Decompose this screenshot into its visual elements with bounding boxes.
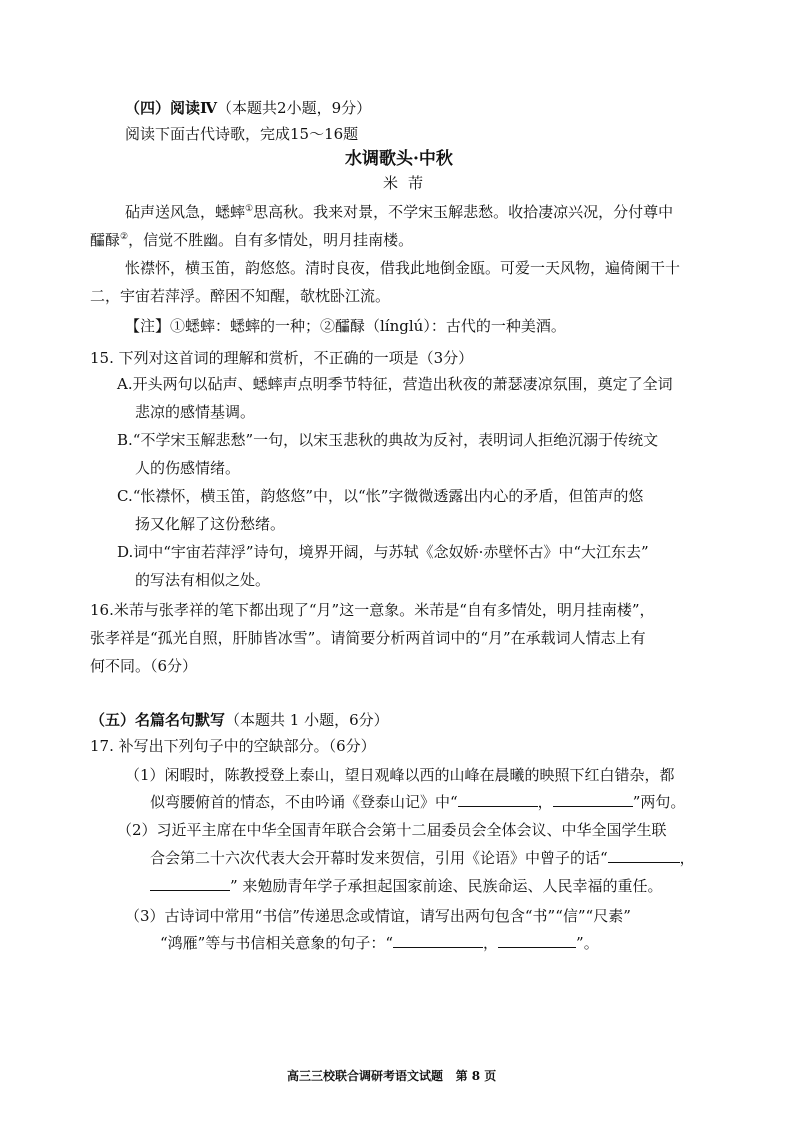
section5-header xyxy=(90,710,389,730)
q15-option-b: B.“不学宋玉解悲愁”一句，以宋玉悲秋的典故为反衬，表明词人拒绝沉溺于传统文 xyxy=(117,431,659,449)
poem-stanza2-line1: 怅襟怀，横玉笛，韵悠悠。清时良夜，借我此地倒金瓯。可爱一天风物，遍倚阑干十 xyxy=(125,259,681,277)
q17-text: ， xyxy=(537,793,553,811)
section4-heading: （四）阅读Ⅳ xyxy=(125,99,218,117)
q17-text: ” 来勉励青年学子承担起国家前途、民族命运、人民幸福的重任。 xyxy=(230,877,663,895)
note-marker-2: ② xyxy=(120,232,129,242)
poem-stanza2-line2: 二，宇宙若萍浮。醉困不知醒，欹枕卧江流。 xyxy=(90,287,391,305)
q15-option-c-cont: 扬又化解了这份愁绪。 xyxy=(135,515,286,533)
q16-line2: 张孝祥是“孤光自照，肝肺皆冰雪”。请简要分析两首词中的“月”在承载词人情志上有 xyxy=(90,629,646,647)
q17-text: ， xyxy=(483,934,499,952)
poem-note: 【注】①蟋蟀：蟋蟀的一种；②醽醁（línglú）：古代的一种美酒。 xyxy=(125,317,566,335)
q15-option-d-cont: 的写法有相似之处。 xyxy=(135,571,271,589)
q17-item3-line1: （3）古诗词中常用“书信”传递思念或情谊，请写出两句包含“书”“信”“尺素” xyxy=(125,907,631,925)
answer-blank[interactable] xyxy=(553,792,633,807)
q17-stem: 17. 补写出下列句子中的空缺部分。（6分） xyxy=(90,737,376,755)
poem-text: ，信觉不胜幽。自有多情处，明月挂南楼。 xyxy=(128,231,414,249)
section5-meta: （本题共 1 小题，6分） xyxy=(225,711,389,729)
q16-line1: 16.米芾与张孝祥的笔下都出现了“月”这一意象。米芾是“自有多情处，明月挂南楼”， xyxy=(90,601,655,619)
q17-text: ， xyxy=(679,849,695,867)
poem-title: 水调歌头·中秋 xyxy=(345,149,453,169)
q16-line3: 何不同。（6分） xyxy=(90,657,198,675)
q17-item1-line1: （1）闲暇时，陈教授登上泰山，望日观峰以西的山峰在晨曦的映照下红白错杂，都 xyxy=(125,766,675,784)
q15-stem: 15. 下列对这首词的理解和赏析，不正确的一项是（3分） xyxy=(90,349,474,367)
section5-heading: （五）名篇名句默写 xyxy=(90,711,226,729)
q17-text: ”两句。 xyxy=(632,793,686,811)
poem-text: 思高秋。我来对景，不学宋玉解悲愁。收拾凄凉兴况，分付尊中 xyxy=(253,203,674,221)
answer-blank[interactable] xyxy=(458,792,538,807)
q17-text: 似弯腰俯首的情态，不由吟诵《登泰山记》中“ xyxy=(150,793,458,811)
answer-blank[interactable] xyxy=(150,876,230,891)
q17-text: “鸿雁”等与书信相关意象的句子：“ xyxy=(160,934,394,952)
q17-item2-line2 xyxy=(150,848,695,868)
q17-item2-line3 xyxy=(150,876,662,896)
poem-stanza1-line2 xyxy=(90,230,413,250)
section4-header xyxy=(125,98,371,118)
footer-exam-title: 高三三校联合调研考语文试题 xyxy=(287,1069,444,1083)
q17-item2-line1: （2）习近平主席在中华全国青年联合会第十二届委员会全体会议、中华全国学生联 xyxy=(117,821,667,839)
poem-stanza1-line1 xyxy=(125,202,673,222)
q17-text: 合会第二十六次代表大会开幕时发来贺信，引用《论语》中曾子的话“ xyxy=(150,849,608,867)
section4-instruction: 阅读下面古代诗歌，完成15～16题 xyxy=(125,125,359,143)
q15-option-d: D.词中“宇宙若萍浮”诗句，境界开阔，与苏轼《念奴娇·赤壁怀古》中“大江东去” xyxy=(117,543,649,561)
section4-meta: （本题共2小题，9分） xyxy=(217,99,372,117)
answer-blank[interactable] xyxy=(608,848,680,863)
page-footer xyxy=(287,1066,496,1086)
q15-option-a: A.开头两句以砧声、蟋蟀声点明季节特征，营造出秋夜的萧瑟凄凉氛围，奠定了全词 xyxy=(117,375,673,393)
poem-text: 醽醁 xyxy=(90,231,121,249)
q17-item1-line2 xyxy=(150,792,685,812)
q15-option-b-cont: 人的伤感情绪。 xyxy=(135,459,241,477)
poem-author: 米芾 xyxy=(383,174,434,192)
note-marker-1: ① xyxy=(245,204,254,214)
footer-page-number: 第 8 页 xyxy=(455,1069,497,1083)
q15-option-c: C.“怅襟怀，横玉笛，韵悠悠”中，以“怅”字微微透露出内心的矛盾，但笛声的悠 xyxy=(117,487,644,505)
answer-blank[interactable] xyxy=(393,933,483,948)
answer-blank[interactable] xyxy=(498,933,576,948)
q15-option-a-cont: 悲凉的感情基调。 xyxy=(135,403,256,421)
poem-text: 砧声送风急，蟋蟀 xyxy=(125,203,246,221)
q17-text: ”。 xyxy=(576,934,599,952)
q17-item3-line2 xyxy=(160,933,599,953)
